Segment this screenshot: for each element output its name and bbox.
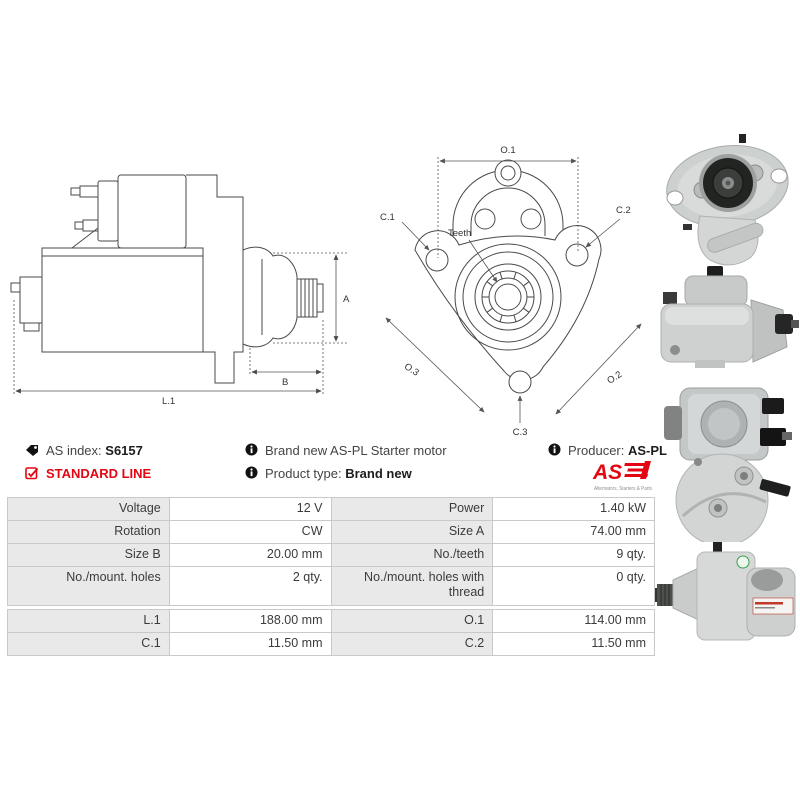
logo-tagline: Alternators, Starters & Parts xyxy=(594,486,653,492)
product-type-label: Product type: xyxy=(265,466,342,481)
spec-table-main xyxy=(7,497,655,606)
starter-motor-side-outline xyxy=(11,175,323,383)
spec-label-cell: No./teeth xyxy=(331,544,493,567)
spec-value-cell: 20.00 mm xyxy=(169,544,331,567)
spec-label-cell: Power xyxy=(331,498,493,521)
spec-value-cell: 0 qty. xyxy=(493,567,655,606)
checkbox-check-icon xyxy=(25,466,39,480)
spec-label-cell: C.1 xyxy=(8,633,170,656)
as-pl-brand-logo xyxy=(592,459,656,495)
dim-c1-label: C.1 xyxy=(380,212,395,223)
spec-row xyxy=(8,498,655,521)
dim-c3-label: C.3 xyxy=(512,427,528,438)
dim-b-label: B xyxy=(282,377,289,388)
dim-o1-label: O.1 xyxy=(500,145,516,156)
spec-value-cell: 114.00 mm xyxy=(493,610,655,633)
product-photo-rear-view xyxy=(658,384,798,542)
dim-a-label: A xyxy=(343,294,350,305)
spec-label-cell: L.1 xyxy=(8,610,170,633)
spec-label-cell: Rotation xyxy=(8,521,170,544)
spec-row xyxy=(8,610,655,633)
dim-o2-label: O.2 xyxy=(605,369,625,387)
spec-table-dimensions xyxy=(7,609,655,656)
spec-value-cell: 9 qty. xyxy=(493,544,655,567)
spec-value-cell: 11.50 mm xyxy=(169,633,331,656)
spec-label-cell: No./mount. holes with thread xyxy=(331,567,493,606)
dim-o3-label: O.3 xyxy=(401,361,421,379)
spec-value-cell: 1.40 kW xyxy=(493,498,655,521)
info-icon xyxy=(548,443,561,456)
tag-icon xyxy=(25,443,39,457)
teeth-label: Teeth xyxy=(448,228,472,239)
spec-value-cell: 74.00 mm xyxy=(493,521,655,544)
spec-value-cell: 2 qty. xyxy=(169,567,331,606)
spec-label-cell: C.2 xyxy=(331,633,493,656)
dim-c2-label: C.2 xyxy=(616,205,631,216)
spec-label-cell: O.1 xyxy=(331,610,493,633)
spec-value-cell: 11.50 mm xyxy=(493,633,655,656)
standard-line-badge: STANDARD LINE xyxy=(46,466,152,481)
logo-as-text: AS xyxy=(593,461,623,484)
spec-row xyxy=(8,633,655,656)
description-row xyxy=(245,443,447,458)
product-photo-front-view xyxy=(655,128,800,273)
info-icon xyxy=(245,466,258,479)
standard-line-row xyxy=(25,466,151,481)
spec-value-cell: 12 V xyxy=(169,498,331,521)
producer-row xyxy=(548,443,667,458)
spec-row xyxy=(8,521,655,544)
spec-row xyxy=(8,544,655,567)
product-photo-side-view-labeled xyxy=(655,540,800,652)
front-view-technical-drawing xyxy=(370,120,660,440)
as-index-text xyxy=(46,443,143,458)
product-description: Brand new AS-PL Starter motor xyxy=(265,443,447,458)
producer-text xyxy=(568,443,667,458)
product-type-row xyxy=(245,466,412,481)
product-type-text xyxy=(265,466,412,481)
spec-row xyxy=(8,567,655,606)
product-type-value: Brand new xyxy=(345,466,412,481)
product-photo-side-view xyxy=(655,262,800,380)
spec-label-cell: Voltage xyxy=(8,498,170,521)
spec-value-cell: CW xyxy=(169,521,331,544)
producer-label: Producer: xyxy=(568,443,625,458)
spec-label-cell: No./mount. holes xyxy=(8,567,170,606)
spec-label-cell: Size A xyxy=(331,521,493,544)
as-index-row xyxy=(25,443,143,458)
spec-value-cell: 188.00 mm xyxy=(169,610,331,633)
side-view-technical-drawing xyxy=(10,172,355,407)
spec-label-cell: Size B xyxy=(8,544,170,567)
dim-l1-label: L.1 xyxy=(162,396,176,407)
as-index-label: AS index: xyxy=(46,443,102,458)
info-icon xyxy=(245,443,258,456)
as-index-value: S6157 xyxy=(105,443,143,458)
producer-value: AS-PL xyxy=(628,443,667,458)
starter-motor-front-outline xyxy=(415,160,601,393)
